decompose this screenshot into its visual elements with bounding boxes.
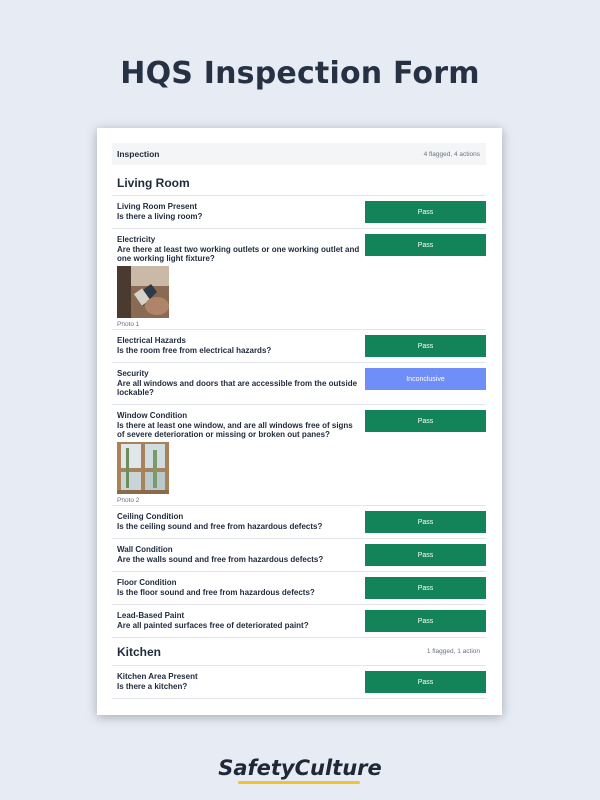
question-item — [112, 405, 486, 506]
question-text — [117, 512, 362, 531]
question-item — [112, 666, 486, 699]
question-label: Kitchen Area Present — [117, 672, 198, 681]
question-prompt: Is the ceiling sound and free from hazardous defects? — [117, 521, 323, 531]
section-kitchen — [112, 638, 486, 666]
response-pass-button[interactable]: Pass — [365, 544, 486, 566]
question-text — [117, 672, 362, 691]
question-label: Electricity — [117, 235, 156, 244]
page-title: HQS Inspection Form — [120, 56, 480, 91]
question-prompt: Is there at least one window, and are all windows free of signs of severe deterioration or missing or broken out panes? — [117, 420, 353, 439]
section-title: Living Room — [117, 176, 190, 190]
question-label: Window Condition — [117, 411, 188, 420]
report-body — [112, 143, 486, 699]
section-title: Kitchen — [117, 644, 162, 659]
question-text — [117, 611, 362, 630]
question-text — [117, 545, 362, 564]
question-text — [117, 336, 362, 355]
response-pass-button[interactable]: Pass — [365, 511, 486, 533]
outlet-photo[interactable] — [117, 266, 169, 318]
question-item — [112, 330, 486, 363]
question-label: Ceiling Condition — [117, 512, 184, 521]
question-text — [117, 202, 362, 221]
question-prompt: Is there a kitchen? — [117, 681, 188, 691]
response-pass-button[interactable]: Pass — [365, 335, 486, 357]
question-text — [117, 411, 362, 440]
question-text — [117, 235, 362, 264]
question-item — [112, 506, 486, 539]
question-text — [117, 578, 362, 597]
question-item — [112, 572, 486, 605]
question-item — [112, 196, 486, 229]
question-label: Security — [117, 369, 149, 378]
report-header-label: Inspection — [117, 149, 160, 159]
photo-caption: Photo 1 — [117, 321, 140, 328]
response-pass-button[interactable]: Pass — [365, 234, 486, 256]
safetyculture-logo: SafetyCulture — [218, 756, 382, 780]
response-pass-button[interactable]: Pass — [365, 410, 486, 432]
question-prompt: Are there at least two working outlets or one working outlet and one working light fixture? — [117, 244, 360, 263]
response-pass-button[interactable]: Pass — [365, 577, 486, 599]
question-label: Electrical Hazards — [117, 336, 186, 345]
section-meta: 1 flagged, 1 action — [426, 648, 480, 655]
photo-caption: Photo 2 — [117, 497, 140, 504]
report-header-meta: 4 flagged, 4 actions — [423, 150, 480, 158]
question-prompt: Are all windows and doors that are accessible from the outside lockable? — [117, 378, 358, 397]
logo-underline — [238, 781, 360, 784]
question-label: Living Room Present — [117, 202, 198, 211]
question-prompt: Are all painted surfaces free of deteriorated paint? — [117, 620, 309, 630]
window-photo[interactable] — [117, 442, 169, 494]
question-prompt: Is there a living room? — [117, 211, 203, 221]
question-label: Wall Condition — [117, 545, 173, 554]
question-item — [112, 539, 486, 572]
report-header — [112, 143, 486, 165]
question-item — [112, 363, 486, 405]
response-pass-button[interactable]: Pass — [365, 671, 486, 693]
inspection-report — [97, 128, 502, 715]
response-pass-button[interactable]: Pass — [365, 610, 486, 632]
question-text — [117, 369, 362, 398]
question-prompt: Are the walls sound and free from hazardous defects? — [117, 554, 324, 564]
response-inconclusive-button[interactable]: Inconclusive — [365, 368, 486, 390]
question-item — [112, 229, 486, 330]
question-prompt: Is the room free from electrical hazards? — [117, 345, 272, 355]
question-label: Floor Condition — [117, 578, 177, 587]
question-item — [112, 605, 486, 638]
section-living-room — [112, 171, 486, 196]
question-label: Lead-Based Paint — [117, 611, 185, 620]
response-pass-button[interactable]: Pass — [365, 201, 486, 223]
question-prompt: Is the floor sound and free from hazardous defects? — [117, 587, 315, 597]
